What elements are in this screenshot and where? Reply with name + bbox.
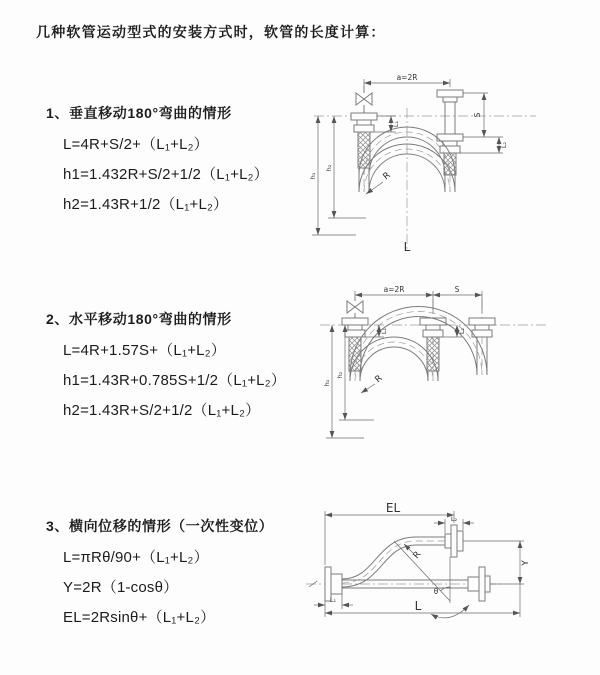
span-label: a=2R xyxy=(396,73,418,82)
formula-h2: h2=1.43R+S/2+1/2（L₁+L₂） xyxy=(63,402,261,419)
radius-label: R xyxy=(411,549,424,561)
page-title: 几种软管运动型式的安装方式时，软管的长度计算： xyxy=(36,24,386,40)
formula-h2: h2=1.43R+1/2（L₁+L₂） xyxy=(63,196,229,213)
section-lateral-displacement xyxy=(46,516,316,633)
diagram-vertical-180-bend xyxy=(298,70,593,262)
valve-icon xyxy=(347,297,363,318)
formula-h1: h1=1.43R+0.785S+1/2（L₁+L₂） xyxy=(63,372,286,389)
dimension-end-left xyxy=(314,594,353,609)
formula-el: EL=2Rsinθ+（L₁+L₂） xyxy=(63,609,216,626)
end-left-label: L₁ xyxy=(380,327,388,335)
dimension-h1 xyxy=(309,116,356,235)
dimension-el xyxy=(325,501,454,565)
h1-label: h₁ xyxy=(309,172,317,180)
left-union-fitting xyxy=(342,318,368,337)
section-vertical-movement xyxy=(46,103,316,220)
section-2-heading: 2、水平移动180°弯曲的情形 xyxy=(46,311,232,327)
valve-icon xyxy=(356,86,372,113)
span-label: a=2R xyxy=(383,285,405,294)
dimension-end-right xyxy=(460,137,508,153)
end-left-label: L₁ xyxy=(329,596,337,604)
travel-label: S xyxy=(454,285,460,294)
dimension-end-right xyxy=(443,325,466,337)
end-left-label: L₁ xyxy=(392,120,400,128)
end-right-label: L₂ xyxy=(450,515,458,523)
right-flange xyxy=(468,567,490,601)
angle-construction xyxy=(394,541,469,618)
length-label: L xyxy=(414,599,422,613)
diagram-horizontal-180-bend xyxy=(312,283,600,461)
dimension-travel xyxy=(433,285,482,313)
formula-y: Y=2R（1-cosθ） xyxy=(63,579,179,596)
dimension-span xyxy=(355,285,433,313)
right-union-fitting-lower xyxy=(437,134,463,153)
dimension-length xyxy=(325,584,520,617)
end-right-label: L₂ xyxy=(500,141,508,149)
y-label: Y xyxy=(521,560,531,566)
length-label: L xyxy=(403,240,411,254)
theta-label: θ xyxy=(433,587,439,596)
hose-loop-displaced-position xyxy=(350,307,487,376)
formula-length: L=4R+S/2+（L₁+L₂） xyxy=(63,136,209,153)
top-flange xyxy=(445,525,463,557)
radius-label: R xyxy=(373,373,385,386)
dimension-travel xyxy=(463,93,503,137)
right-union-fitting-upper xyxy=(437,90,463,102)
formula-h1: h1=1.432R+S/2+1/2（L₁+L₂） xyxy=(63,166,269,183)
dimension-span xyxy=(364,73,450,87)
formula-length: L=πRθ/90+（L₁+L₂） xyxy=(63,549,209,566)
section-3-heading: 3、横向位移的情形（一次性变位） xyxy=(46,518,274,534)
h2-label: h₂ xyxy=(336,371,344,379)
el-label: EL xyxy=(385,501,401,515)
section-1-heading: 1、垂直移动180°弯曲的情形 xyxy=(46,105,232,121)
h1-label: h₁ xyxy=(323,379,331,387)
braided-section-left xyxy=(358,132,370,168)
end-right-label: L₂ xyxy=(458,327,466,335)
hose-loop-initial-position xyxy=(350,337,438,381)
left-union-fitting xyxy=(351,113,377,132)
formula-length: L=4R+1.57S+（L₁+L₂） xyxy=(63,342,226,359)
section-horizontal-movement xyxy=(46,309,316,426)
h2-label: h₂ xyxy=(325,164,333,172)
right-union-fitting xyxy=(469,318,495,337)
radius-callout xyxy=(361,374,385,393)
dimension-end-left xyxy=(374,116,400,132)
diagram-lateral-displacement xyxy=(298,497,598,645)
radius-label: R xyxy=(381,170,393,183)
travel-label: S xyxy=(473,112,482,118)
radius-callout xyxy=(404,544,423,561)
